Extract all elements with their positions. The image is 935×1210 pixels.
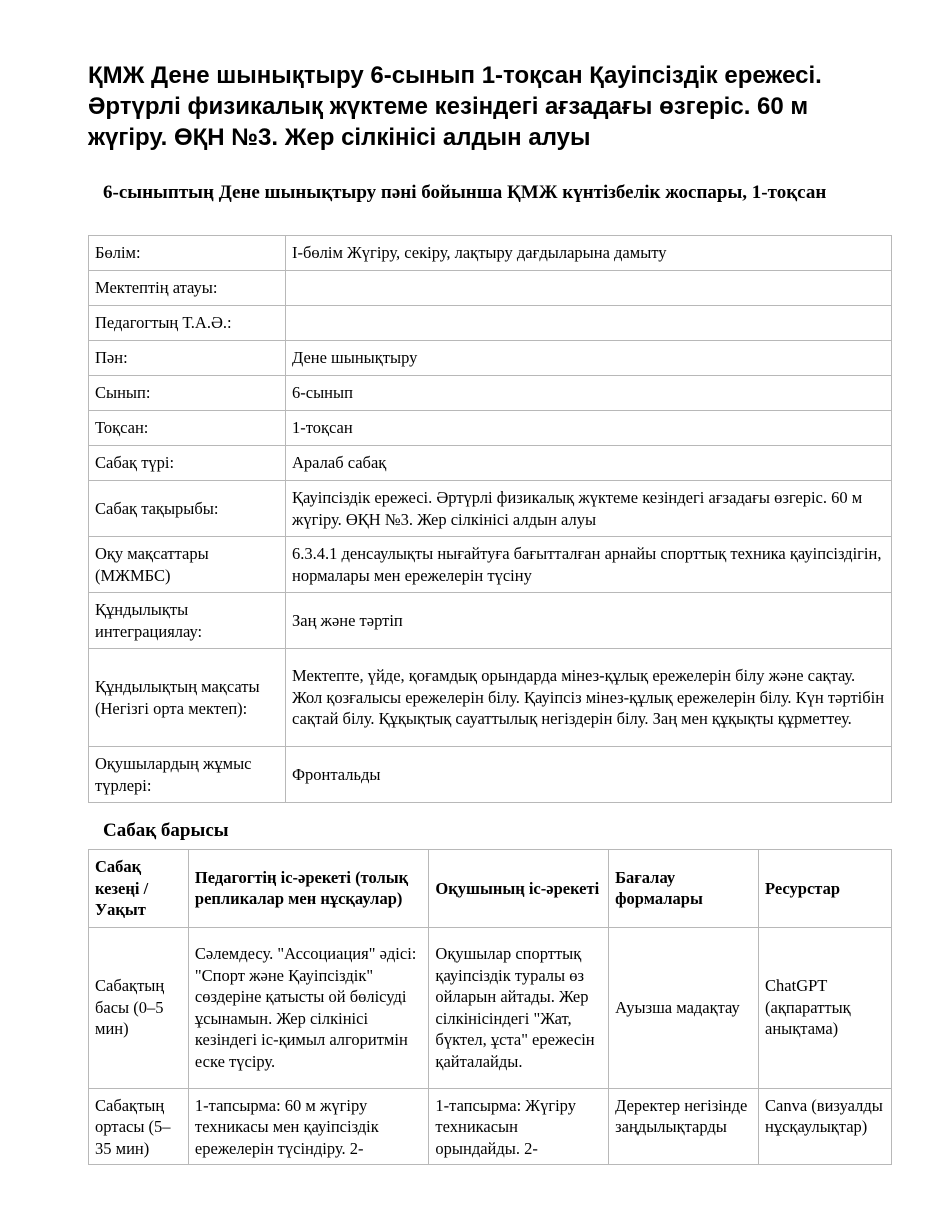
info-value-objectives: 6.3.4.1 денсаулықты нығайтуға бағытталған арнайы спорттық техника қауіпсіздігін, нормалары мен ережелерін түсіну	[286, 537, 892, 593]
info-label-quarter: Тоқсан:	[89, 411, 286, 446]
table-row	[89, 927, 892, 1088]
cell-student: 1-тапсырма: Жүгіру техникасын орындайды. 2-	[429, 1088, 609, 1166]
cell-stage: Сабақтың басы (0–5 мин)	[89, 927, 189, 1088]
cell-assessment: Деректер негізінде заңдылықтарды	[609, 1088, 759, 1166]
info-label-section: Бөлім:	[89, 236, 286, 271]
info-label-school: Мектептің атауы:	[89, 271, 286, 306]
lesson-info-table	[88, 235, 892, 803]
info-value-subject: Дене шынықтыру	[286, 341, 892, 376]
info-label-subject: Пән:	[89, 341, 286, 376]
info-value-school	[286, 271, 892, 306]
table-row	[89, 747, 892, 803]
info-value-teacher	[286, 306, 892, 341]
table-row	[89, 306, 892, 341]
table-row	[89, 446, 892, 481]
cell-teacher: 1-тапсырма: 60 м жүгіру техникасы мен қауіпсіздік ережелерін түсіндіру. 2-	[188, 1088, 429, 1166]
table-row	[89, 481, 892, 537]
info-label-topic: Сабақ тақырыбы:	[89, 481, 286, 537]
column-header-teacher: Педагогтің іс-әрекеті (толық репликалар мен нұсқаулар)	[188, 850, 429, 928]
table-header-row	[89, 850, 892, 928]
info-value-quarter: 1-тоқсан	[286, 411, 892, 446]
table-row	[89, 649, 892, 747]
cell-resources: ChatGPT (ақпараттық анықтама)	[759, 927, 892, 1088]
info-label-teacher: Педагогтың Т.А.Ә.:	[89, 306, 286, 341]
info-value-work-forms: Фронтальды	[286, 747, 892, 803]
table-row	[89, 593, 892, 649]
table-row	[89, 411, 892, 446]
info-value-value-goal: Мектепте, үйде, қоғамдық орындарда мінез-құлық ережелерін білу және сақтау. Жол қозғалысы ережелерін білу. Қауіпсіз мінез-құлық ережелерін білу. Күн тәртібін сақтай білу. Құқықтық сауаттылық негіздерін білу. Заң мен құқықты құрметтеу.	[286, 649, 892, 747]
column-header-stage: Сабақ кезеңі / Уақыт	[89, 850, 189, 928]
lesson-flow-table	[88, 849, 892, 1166]
table-row	[89, 341, 892, 376]
table-row	[89, 537, 892, 593]
info-value-value-integration: Заң және тәртіп	[286, 593, 892, 649]
info-value-grade: 6-сынып	[286, 376, 892, 411]
info-value-topic: Қауіпсіздік ережесі. Әртүрлі физикалық жүктеме кезіндегі ағзадағы өзгеріс. 60 м жүгіру. ӨҚН №3. Жер сілкінісі алдын алуы	[286, 481, 892, 537]
info-label-lesson-type: Сабақ түрі:	[89, 446, 286, 481]
table-row	[89, 1088, 892, 1166]
info-label-value-integration: Құндылықты интеграциялау:	[89, 593, 286, 649]
info-label-grade: Сынып:	[89, 376, 286, 411]
plan-heading: 6-сыныптың Дене шынықтыру пәні бойынша ҚМЖ күнтізбелік жоспары, 1-тоқсан	[103, 182, 827, 203]
table-cut-line	[88, 1164, 892, 1165]
document-title: ҚМЖ Дене шынықтыру 6-сынып 1-тоқсан Қауіпсіздік ережесі. Әртүрлі физикалық жүктеме кезіндегі ағзадағы өзгеріс. 60 м жүгіру. ӨҚН №3. Жер сілкінісі алдын алуы	[88, 62, 822, 151]
info-label-value-goal: Құндылықтың мақсаты (Негізгі орта мектеп):	[89, 649, 286, 747]
table-row	[89, 236, 892, 271]
column-header-student: Оқушының іс-әрекеті	[429, 850, 609, 928]
column-header-resources: Ресурстар	[759, 850, 892, 928]
lesson-flow-heading: Сабақ барысы	[103, 820, 229, 841]
table-row	[89, 271, 892, 306]
cell-teacher: Сәлемдесу. "Ассоциация" әдісі: "Спорт және Қауіпсіздік" сөздеріне қатысты ой бөлісуді ұсынамын. Жер сілкінісі кезіндегі іс-қимыл алгоритмін еске түсіру.	[188, 927, 429, 1088]
column-header-assessment: Бағалау формалары	[609, 850, 759, 928]
cell-assessment: Ауызша мадақтау	[609, 927, 759, 1088]
cell-stage: Сабақтың ортасы (5–35 мин)	[89, 1088, 189, 1166]
info-value-section: І-бөлім Жүгіру, секіру, лақтыру дағдыларына дамыту	[286, 236, 892, 271]
cell-student: Оқушылар спорттық қауіпсіздік туралы өз ойларын айтады. Жер сілкінісіндегі "Жат, бүктел, ұста" ережесін қайталайды.	[429, 927, 609, 1088]
info-label-work-forms: Оқушылардың жұмыс түрлері:	[89, 747, 286, 803]
info-value-lesson-type: Аралаб сабақ	[286, 446, 892, 481]
cell-resources: Canva (визуалды нұсқаулықтар)	[759, 1088, 892, 1166]
info-label-objectives: Оқу мақсаттары (МЖМБС)	[89, 537, 286, 593]
page-bottom-margin	[0, 1165, 935, 1210]
table-row	[89, 376, 892, 411]
